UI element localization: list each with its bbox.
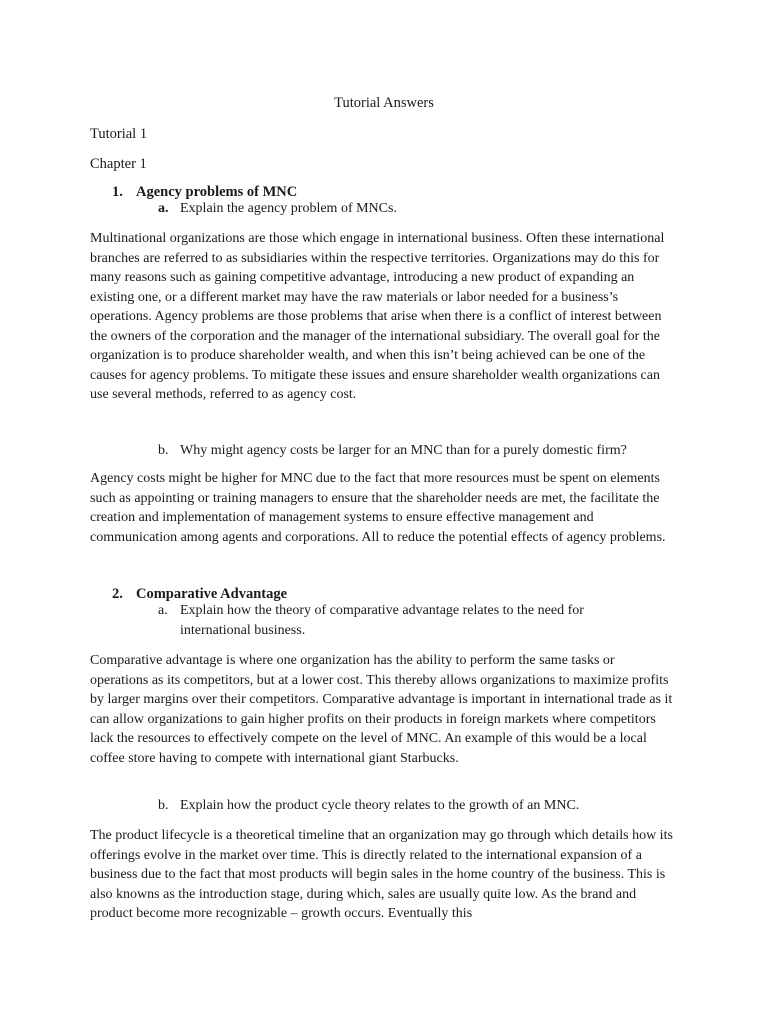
question-text: Why might agency costs be larger for an MNC than for a purely domestic firm? (180, 443, 627, 458)
document-title: Tutorial Answers (334, 95, 434, 111)
answer-2b: The product lifecycle is a theoretical timeline that an organization may go through which details how its offerings evolve in the market over time. This is directly related to the international expansion of a business due to the fact that most products will begin sales in the home country of the business. This is also knowns as the introduction stage, during which, sales are usually quite low. As the brand and product become more recognizable – growth occurs. Eventually this (90, 828, 673, 921)
question-1b (158, 441, 628, 461)
question-1a (158, 199, 628, 219)
question-text: Explain how the theory of comparative advantage relates to the need for international business. (180, 603, 584, 638)
question-letter: b. (158, 443, 169, 458)
question-text: Explain the agency problem of MNCs. (180, 201, 397, 216)
question-text: Explain how the product cycle theory relates to the growth of an MNC. (180, 798, 580, 813)
answer-1a: Multinational organizations are those which engage in international business. Often these international branches are referred to as subsidiaries within the respective territories. Organizations may do this for many reasons such as gaining competitive advantage, introducing a new product of expanding an existing one, or a different market may have the raw materials or labor needed for a business’s operations. Agency problems are those problems that arise when there is a conflict of interest between the owners of the corporation and the manager of the international subsidiary. The overall goal for the organization is to produce shareholder wealth, and when this isn’t being achieved can be one of the causes for agency problems. To mitigate these issues and ensure shareholder wealth organizations can use several methods, referred to as agency cost. (90, 231, 665, 402)
section-title: Agency problems of MNC (136, 184, 298, 200)
question-letter: b. (158, 798, 169, 813)
question-letter: a. (158, 603, 168, 618)
section-number: 2. (112, 586, 123, 602)
section-number: 1. (112, 184, 123, 200)
question-2a (158, 601, 628, 641)
chapter-label: Chapter 1 (90, 156, 147, 172)
answer-2a: Comparative advantage is where one organization has the ability to perform the same tasks or operations as its competitors, but at a lower cost. This thereby allows organizations to maximize profits by larger margins over their competitors. Comparative advantage is important in international trade as it can allow organizations to gain higher profits on their products in foreign markets where competitors lack the resources to effectively compete on the level of MNC. An example of this would be a local coffee store having to compete with international giant Starbucks. (90, 653, 673, 766)
section-title: Comparative Advantage (136, 586, 288, 602)
tutorial-label: Tutorial 1 (90, 126, 148, 142)
answer-1b: Agency costs might be higher for MNC due to the fact that more resources must be spent on elements such as appointing or training managers to ensure that the shareholder needs are met, the facilitate the creation and implementation of management systems to ensure effective management and communication among agents and corporations. All to reduce the potential effects of agency problems. (90, 471, 666, 545)
question-letter: a. (158, 201, 169, 216)
question-2b (158, 796, 628, 816)
